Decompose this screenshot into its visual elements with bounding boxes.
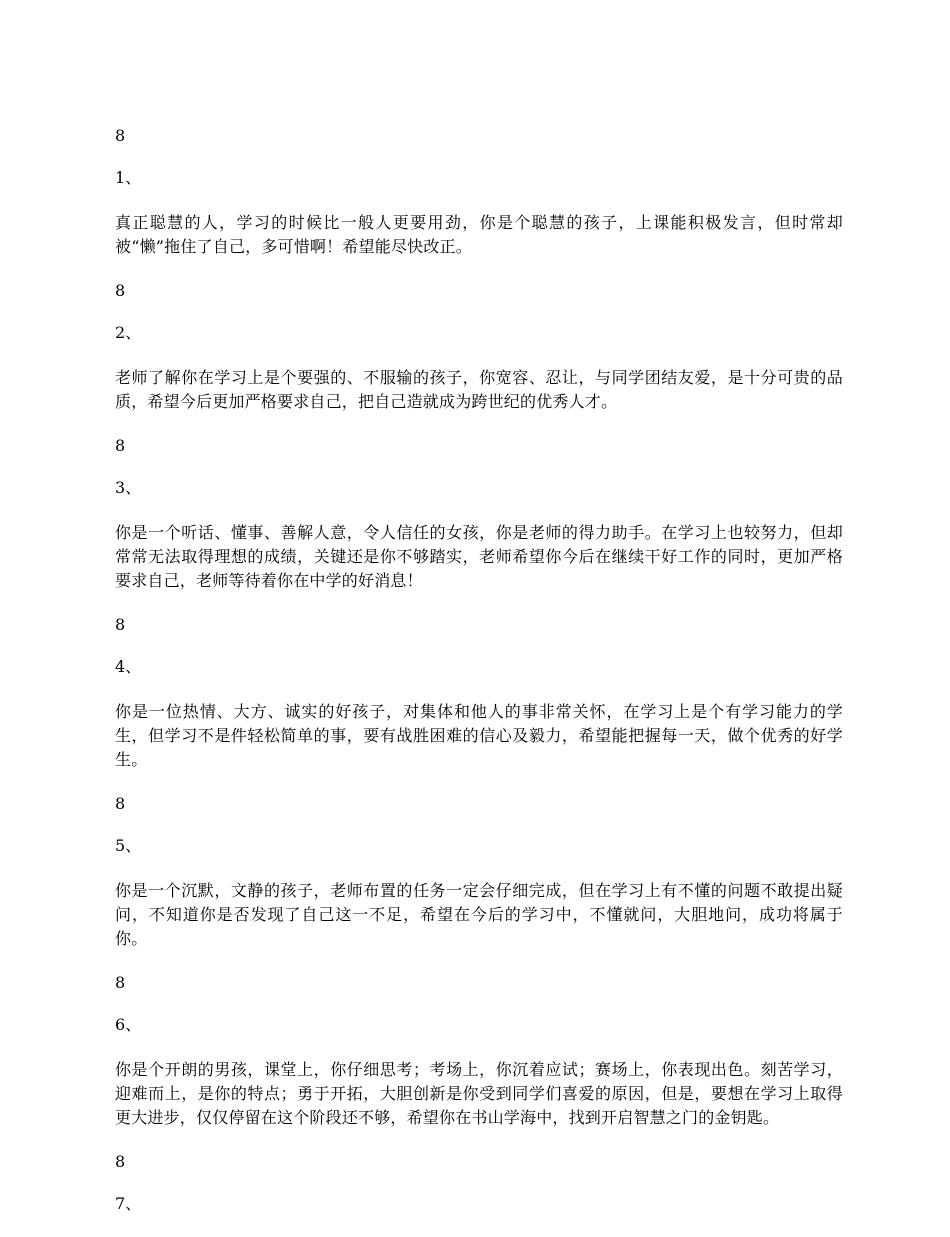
page-marker: 8	[115, 436, 126, 455]
page-marker: 8	[115, 126, 126, 145]
comment-paragraph: 老师了解你在学习上是个要强的、不服输的孩子，你宽容、忍让，与同学团结友爱，是十分可贵的品质，希望今后更加严格要求自己，把自己造就成为跨世纪的优秀人才。	[115, 368, 843, 411]
item-number: 3、	[115, 478, 142, 497]
comment-block-4	[115, 613, 843, 772]
item-number: 2、	[115, 323, 142, 342]
page-marker: 8	[115, 973, 126, 992]
comment-block-3	[115, 434, 843, 593]
comment-block-1	[115, 124, 843, 259]
item-number: 6、	[115, 1015, 142, 1034]
comment-block-7	[115, 1150, 843, 1216]
comment-paragraph: 你是个开朗的男孩，课堂上，你仔细思考；考场上，你沉着应试；赛场上，你表现出色。刻苦学习，迎难而上，是你的特点；勇于开拓，大胆创新是你受到同学们喜爱的原因，但是，要想在学习上取得更大进步，仅仅停留在这个阶段还不够，希望你在书山学海中，找到开启智慧之门的金钥匙。	[115, 1060, 843, 1127]
comment-block-6	[115, 971, 843, 1130]
comment-paragraph: 你是一个沉默，文静的孩子，老师布置的任务一定会仔细完成，但在学习上有不懂的问题不敢提出疑问，不知道你是否发现了自己这一不足，希望在今后的学习中，不懂就问，大胆地问，成功将属于你。	[115, 881, 843, 948]
comment-block-2	[115, 279, 843, 414]
comment-paragraph: 你是一位热情、大方、诚实的好孩子，对集体和他人的事非常关怀，在学习上是个有学习能力的学生，但学习不是件轻松简单的事，要有战胜困难的信心及毅力，希望能把握每一天，做个优秀的好学生。	[115, 702, 843, 769]
page-marker: 8	[115, 615, 126, 634]
page-marker: 8	[115, 281, 126, 300]
item-number: 7、	[115, 1194, 142, 1213]
item-number: 5、	[115, 836, 142, 855]
document-body	[115, 124, 843, 1237]
page-marker: 8	[115, 794, 126, 813]
item-number: 1、	[115, 168, 142, 187]
comment-block-5	[115, 792, 843, 951]
comment-paragraph: 真正聪慧的人，学习的时候比一般人更要用劲，你是个聪慧的孩子，上课能积极发言，但时常却被“懒”拖住了自己，多可惜啊！希望能尽快改正。	[115, 213, 843, 256]
page-marker: 8	[115, 1152, 126, 1171]
comment-paragraph: 你是一个听话、懂事、善解人意，令人信任的女孩，你是老师的得力助手。在学习上也较努力，但却常常无法取得理想的成绩，关键还是你不够踏实，老师希望你今后在继续干好工作的同时，更加严格要求自己，老师等待着你在中学的好消息！	[115, 523, 843, 590]
item-number: 4、	[115, 657, 142, 676]
